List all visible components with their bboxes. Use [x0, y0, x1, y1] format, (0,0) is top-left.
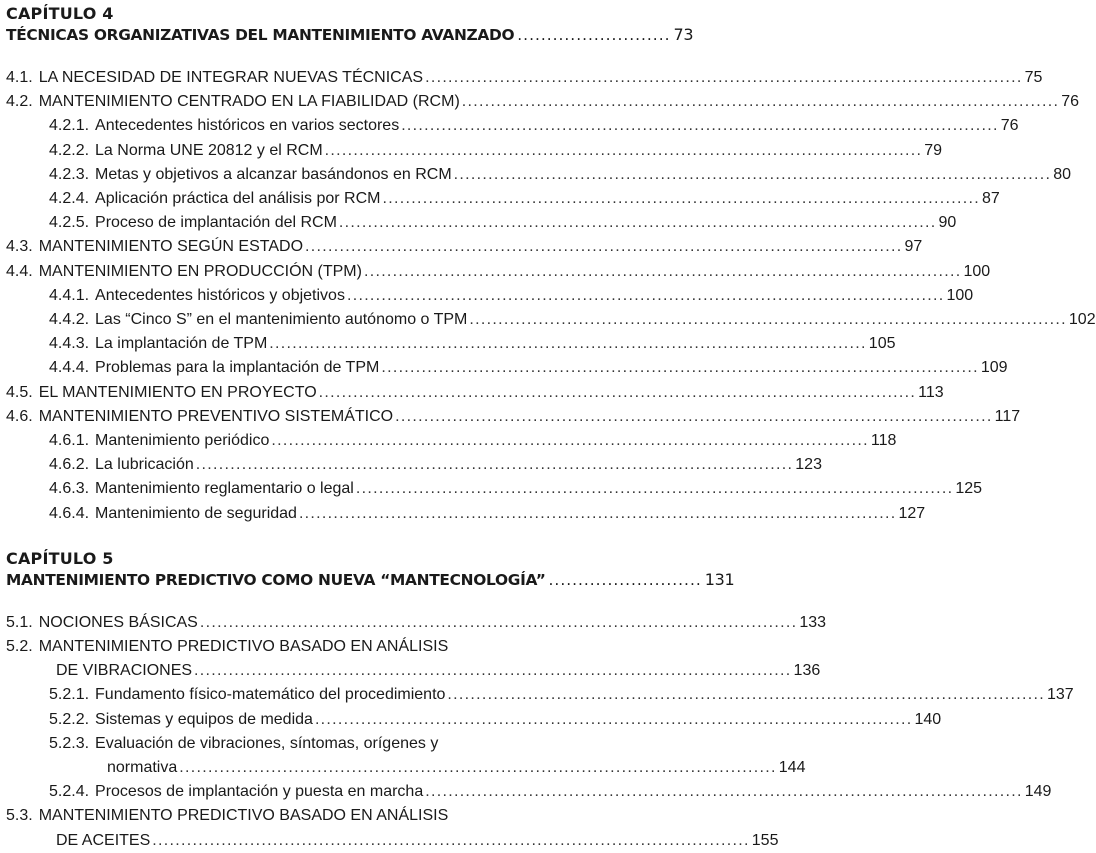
toc-entry[interactable] [6, 804, 596, 828]
entry-page: 118 [870, 432, 897, 450]
entry-title: Antecedentes históricos en varios sectores [95, 117, 400, 135]
entry-number: 4.6.3. [49, 480, 90, 498]
leader-dots: ........................................................................................................ [469, 311, 1067, 329]
toc-entry[interactable] [49, 308, 1096, 332]
leader-dots: ........................................................................................................ [195, 456, 794, 474]
toc-entry[interactable] [49, 780, 1052, 804]
entry-title: Antecedentes históricos y objetivos [95, 286, 345, 304]
entry-number: 5.2.4. [49, 783, 90, 801]
toc-entry-continuation[interactable] [56, 829, 779, 853]
entry-title: NOCIONES BÁSICAS [38, 613, 198, 631]
leader-dots: ........................................................................................................ [401, 117, 999, 135]
leader-dots: ........................................................................................................ [179, 759, 777, 777]
entry-title: EL MANTENIMIENTO EN PROYECTO [38, 383, 317, 401]
chapter-5-entries [0, 611, 1074, 853]
toc-entry[interactable] [49, 502, 926, 526]
entry-page: 155 [751, 831, 779, 849]
entry-title: Mantenimiento de seguridad [95, 504, 297, 522]
leader-dots: ........................................................................................................ [346, 286, 945, 304]
toc-entry[interactable] [49, 429, 897, 453]
entry-title: MANTENIMIENTO EN PRODUCCIÓN (TPM) [38, 262, 362, 280]
entry-title: Mantenimiento periódico [95, 432, 270, 450]
entry-number: 4.4.4. [49, 359, 90, 377]
entry-title: La lubricación [95, 456, 194, 474]
entry-page: 75 [1024, 69, 1043, 86]
leader-dots: ........................................................................................................ [363, 262, 962, 280]
entry-number: 4.2. [6, 93, 33, 111]
leader-dots: .......................... [548, 570, 702, 589]
chapter-label: CAPÍTULO 5 [6, 548, 114, 568]
leader-dots: ........................................................................................................ [461, 93, 1060, 111]
toc-entry[interactable] [49, 114, 1019, 138]
entry-number: 4.4.3. [49, 335, 90, 353]
entry-title: Proceso de implantación del RCM [95, 214, 337, 232]
chapter-title-row[interactable] [6, 569, 735, 591]
chapter-title-row[interactable] [6, 24, 694, 46]
toc-entry[interactable] [49, 284, 974, 308]
chapter-4-entries [0, 66, 1096, 526]
chapter-title: MANTENIMIENTO PREDICTIVO COMO NUEVA “MANTECNOLOGÍA” [6, 570, 546, 589]
toc-entry[interactable] [6, 405, 1021, 429]
toc-entry[interactable] [6, 90, 1080, 114]
entry-number: 5.2. [6, 638, 33, 656]
chapter-title: TÉCNICAS ORGANIZATIVAS DEL MANTENIMIENTO AVANZADO [6, 26, 515, 44]
entry-number: 4.3. [6, 238, 33, 256]
toc-entry-continuation[interactable] [107, 756, 806, 780]
entry-title: Las “Cinco S” en el mantenimiento autónomo o TPM [95, 311, 468, 329]
entry-number: 5.1. [6, 613, 33, 631]
entry-page: 76 [1061, 93, 1080, 111]
entry-page: 100 [963, 262, 991, 280]
toc-entry[interactable] [6, 235, 923, 259]
toc-entry[interactable] [49, 453, 822, 477]
entry-page: 140 [914, 710, 942, 728]
chapter-4-heading [6, 0, 694, 46]
entry-number: 4.4. [6, 262, 33, 280]
entry-title: La implantación de TPM [95, 335, 268, 353]
leader-dots: ........................................................................................................ [269, 335, 867, 353]
entry-number: 4.6.4. [49, 504, 90, 522]
entry-number: 5.2.3. [49, 734, 90, 752]
entry-page: 100 [946, 286, 974, 304]
entry-page: 90 [938, 214, 957, 232]
toc-entry-continuation[interactable] [56, 659, 821, 683]
toc-entry[interactable] [6, 381, 944, 405]
toc-entry[interactable] [49, 708, 942, 732]
leader-dots: ........................................................................................................ [381, 359, 979, 377]
entry-title-continuation: normativa [107, 759, 178, 777]
entry-page: 109 [980, 359, 1008, 377]
entry-page: 123 [795, 456, 822, 474]
leader-dots: ........................................................................................................ [355, 480, 954, 498]
entry-number: 4.2.1. [49, 117, 90, 135]
leader-dots: ........................................................................................................ [271, 432, 869, 450]
leader-dots: ........................................................................................................ [152, 831, 750, 849]
entry-page: 144 [778, 759, 806, 777]
entry-number: 4.4.2. [49, 311, 90, 329]
leader-dots: ........................................................................................................ [447, 686, 1045, 704]
entry-number: 4.2.2. [49, 141, 90, 159]
entry-page: 105 [868, 335, 896, 353]
leader-dots: ........................................................................................................ [425, 783, 1023, 801]
entry-page: 117 [994, 407, 1021, 425]
entry-page: 102 [1068, 311, 1096, 329]
leader-dots: ........................................................................................................ [425, 69, 1023, 86]
entry-number: 4.6.2. [49, 456, 90, 474]
entry-title: Aplicación práctica del análisis por RCM [95, 190, 381, 208]
entry-number: 4.2.3. [49, 165, 90, 183]
entry-title: MANTENIMIENTO PREDICTIVO BASADO EN ANÁLISIS [38, 638, 449, 656]
entry-number: 5.2.1. [49, 686, 90, 704]
entry-page: 127 [898, 504, 926, 522]
entry-number: 4.4.1. [49, 286, 90, 304]
toc-entry[interactable] [6, 260, 991, 284]
entry-page: 113 [918, 383, 944, 401]
entry-number: 4.2.4. [49, 190, 90, 208]
entry-number: 4.6.1. [49, 432, 90, 450]
leader-dots: ........................................................................................................ [314, 710, 913, 728]
entry-title: MANTENIMIENTO SEGÚN ESTADO [38, 238, 304, 256]
toc-entry[interactable] [6, 66, 1043, 90]
entry-title: MANTENIMIENTO CENTRADO EN LA FIABILIDAD (RCM) [38, 93, 460, 111]
entry-number: 4.1. [6, 69, 33, 86]
leader-dots: ........................................................................................................ [318, 383, 917, 401]
chapter-label: CAPÍTULO 4 [6, 4, 114, 23]
chapter-page: 73 [673, 25, 694, 44]
entry-number: 4.5. [6, 383, 33, 401]
entry-title: MANTENIMIENTO PREDICTIVO BASADO EN ANÁLISIS [38, 807, 449, 825]
toc-entry[interactable] [6, 611, 827, 635]
entry-page: 125 [955, 480, 983, 498]
entry-page: 79 [924, 141, 942, 159]
entry-title: Fundamento físico-matemático del procedimiento [95, 686, 446, 704]
entry-title: Sistemas y equipos de medida [95, 710, 313, 728]
leader-dots: ........................................................................................................ [382, 190, 980, 208]
entry-title-continuation: DE ACEITES [56, 831, 151, 849]
entry-page: 133 [799, 613, 827, 631]
leader-dots: ........................................................................................................ [338, 214, 937, 232]
toc-entry[interactable] [49, 139, 942, 163]
leader-dots: ........................................................................................................ [395, 407, 993, 425]
entry-title: Problemas para la implantación de TPM [95, 359, 380, 377]
entry-title: La Norma UNE 20812 y el RCM [95, 141, 323, 159]
leader-dots: ........................................................................................................ [305, 238, 903, 256]
leader-dots: ........................................................................................................ [324, 141, 923, 159]
entry-page: 80 [1053, 165, 1071, 183]
entry-page: 97 [904, 238, 923, 256]
entry-page: 137 [1046, 686, 1074, 704]
toc-entry[interactable] [6, 635, 596, 659]
chapter-5-heading [6, 548, 735, 591]
toc-entry[interactable] [49, 356, 1008, 380]
leader-dots: .......................... [517, 26, 671, 44]
entry-title: Evaluación de vibraciones, síntomas, orígenes y [95, 734, 439, 752]
chapter-page: 131 [704, 569, 735, 589]
entry-number: 5.2.2. [49, 710, 90, 728]
toc-entry[interactable] [49, 332, 896, 356]
entry-title: LA NECESIDAD DE INTEGRAR NUEVAS TÉCNICAS [38, 69, 424, 86]
leader-dots: ........................................................................................................ [453, 165, 1052, 183]
toc-entry[interactable] [49, 477, 983, 501]
entry-title: Metas y objetivos a alcanzar basándonos en RCM [95, 165, 452, 183]
entry-title-continuation: DE VIBRACIONES [56, 662, 193, 680]
entry-number: 4.2.5. [49, 214, 90, 232]
toc-entry[interactable] [49, 163, 1071, 187]
entry-page: 136 [793, 662, 821, 680]
entry-page: 149 [1024, 783, 1052, 801]
entry-number: 5.3. [6, 807, 33, 825]
leader-dots: ........................................................................................................ [194, 662, 792, 680]
entry-title: Procesos de implantación y puesta en marcha [95, 783, 424, 801]
entry-page: 76 [1000, 117, 1019, 135]
entry-title: Mantenimiento reglamentario o legal [95, 480, 354, 498]
entry-number: 4.6. [6, 407, 33, 425]
toc-entry[interactable] [49, 732, 596, 756]
entry-page: 87 [982, 190, 1000, 208]
toc-entry[interactable] [49, 683, 1074, 707]
entry-title: MANTENIMIENTO PREVENTIVO SISTEMÁTICO [38, 407, 394, 425]
leader-dots: ........................................................................................................ [199, 613, 798, 631]
leader-dots: ........................................................................................................ [298, 504, 897, 522]
toc-entry[interactable] [49, 211, 957, 235]
toc-entry[interactable] [49, 187, 1000, 211]
